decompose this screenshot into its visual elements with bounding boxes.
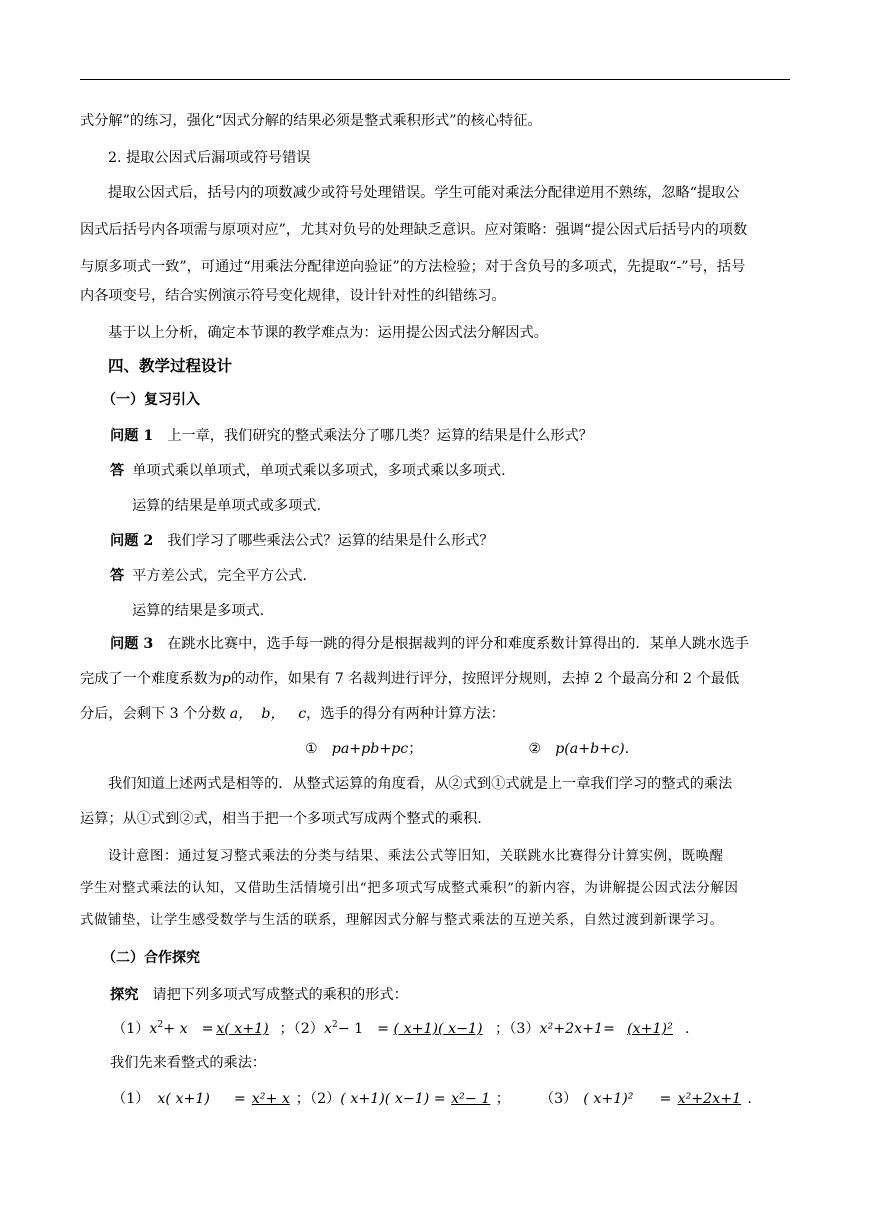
formula-1: pa+pb+pc <box>331 741 409 757</box>
exploration <box>110 985 822 1005</box>
question-text: 我们学习了哪些乘法公式？运算的结果是什么形式？ <box>167 533 494 549</box>
text-fragment: ，选手的得分有两种计算方法： <box>306 706 505 722</box>
text-fragment: . <box>624 741 630 757</box>
text-fragment: 的动作，如果有 7 名裁判进行评分，按照评分规则，去掉 2 个最高分和 2 个最低 <box>230 671 740 687</box>
subsection-heading: （二）合作探究 <box>102 950 200 966</box>
text-line: 我们知道上述两式是相等的．从整式运算的角度看，从②式到①式就是上一章我们学习的整式的乘法 <box>108 776 733 792</box>
text-fragment: 完成了一个难度系数为 <box>80 671 222 687</box>
answer-1 <box>110 461 822 481</box>
item-number: （1） <box>112 1091 150 1107</box>
question-label: 问题 1 <box>110 428 154 444</box>
design-intent: 式做铺垫，让学生感受数学与生活的联系，理解因式分解与整式乘法的互逆关系，自然过渡到新课学习。 <box>80 913 724 928</box>
answer-blank: x²− 1 <box>451 1091 491 1107</box>
answer-blank: (x+1)² <box>627 1021 673 1037</box>
question-2 <box>110 531 822 551</box>
expression: x( x+1) <box>157 1091 210 1107</box>
answer-2 <box>110 566 822 586</box>
text-line: 运算；从①式到②式，相当于把一个多项式写成两个整式的乘积. <box>80 811 482 827</box>
expression: ( x+1)² <box>583 1091 634 1107</box>
variable-p: p <box>221 671 231 687</box>
expression: x²+2x+1= <box>539 1021 615 1037</box>
text-line <box>80 704 792 724</box>
item-number: ；（2） <box>279 1021 324 1037</box>
multiplication-line: （1） x( x+1) = x²+ x ；（2）( x+1)( x−1) = x²− 1 ； （3） ( x+1)² = x²+2x+1 . <box>112 1091 752 1107</box>
exercise-line: $(1)x^2+ x = x$( x+1) ；$(2)x^2- 1$ = ( x+1)( x−1) ；（3）x²+2x+1= (x+1)² . <box>112 1020 690 1037</box>
text-line: 与原多项式一致”，可通过“用乘法分配律逆向验证”的方法检验；对于含负号的多项式，先提取“-”号，括号 <box>80 259 746 275</box>
text-line: 我们先来看整式的乘法： <box>110 1055 267 1071</box>
item-number: （1） <box>112 1021 150 1037</box>
text-line <box>80 669 792 689</box>
answer-label: 答 <box>110 463 125 479</box>
text-line: 提取公因式后，括号内的项数减少或符号处理错误。学生可能对乘法分配律逆用不熟练，忽略“提取公 <box>108 185 740 201</box>
answer-blank: x²+2x+1 <box>677 1091 742 1107</box>
section-heading: 四、教学过程设计 <box>108 356 233 375</box>
item-number: ；（3） <box>495 1021 540 1037</box>
answer-text: 单项式乘以单项式，单项式乘以多项式，多项式乘以多项式. <box>132 463 506 479</box>
item-number: ；（2） <box>295 1091 341 1107</box>
formula-line <box>305 739 665 759</box>
item-number: ； <box>495 1091 510 1107</box>
item-number: （3） <box>539 1091 578 1107</box>
answer-text: 运算的结果是单项式或多项式. <box>132 498 321 514</box>
question-label: 问题 2 <box>110 533 154 549</box>
subsection-heading: （一）复习引入 <box>102 392 200 408</box>
subsection-heading: 2. 提取公因式后漏项或符号错误 <box>108 150 311 166</box>
answer-label: 答 <box>110 568 125 584</box>
answer-text: 运算的结果是多项式. <box>132 603 265 619</box>
answer-text: 平方差公式，完全平方公式. <box>132 568 307 584</box>
question-label: 问题 3 <box>110 636 154 652</box>
formula-2: p(a+b+c) <box>555 741 625 757</box>
text-line: 基于以上分析，确定本节课的教学难点为：运用提公因式法分解因式。 <box>108 325 548 341</box>
explore-text: 请把下列多项式写成整式的乘积的形式： <box>152 987 408 1003</box>
text-line: 因式后括号内各项需与原项对应”，尤其对负号的处理缺乏意识。应对策略：强调“提公因式后括号内的项数 <box>80 222 748 238</box>
answer-blank: x²+ x <box>251 1091 290 1107</box>
design-intent: 学生对整式乘法的认知，又借助生活情境引出“把多项式写成整式乘积”的新内容，为讲解提公因式法分解因 <box>80 881 739 896</box>
design-intent: 设计意图：通过复习整式乘法的分类与结果、乘法公式等旧知，关联跳水比赛得分计算实例，既唤醒 <box>108 849 724 864</box>
text-fragment: 分后，会剩下 3 个分数 <box>80 706 226 722</box>
expression: ( x+1)( x−1) = <box>340 1091 446 1107</box>
variables-abc: a， b， c <box>229 706 307 722</box>
answer-blank: ( x+1)( x−1) <box>393 1021 483 1037</box>
header-rule <box>80 79 790 80</box>
question-1 <box>110 426 822 446</box>
text-line: 内各项变号，结合实例演示符号变化规律，设计针对性的纠错练习。 <box>80 288 506 304</box>
answer-blank: x( x+1) <box>216 1021 269 1037</box>
question-text: 在跳水比赛中，选手每一跳的得分是根据裁判的评分和难度系数计算得出的．某单人跳水选手 <box>167 636 749 652</box>
text-fragment: ； <box>408 741 423 757</box>
formula-number: ① <box>305 741 318 757</box>
text-line: 式分解”的练习，强化“因式分解的结果必须是整式乘积形式”的核心特征。 <box>80 113 542 129</box>
question-3 <box>110 634 822 654</box>
explore-label: 探究 <box>110 987 139 1003</box>
formula-number: ② <box>528 741 542 757</box>
question-text: 上一章，我们研究的整式乘法分了哪几类？运算的结果是什么形式？ <box>167 428 593 444</box>
